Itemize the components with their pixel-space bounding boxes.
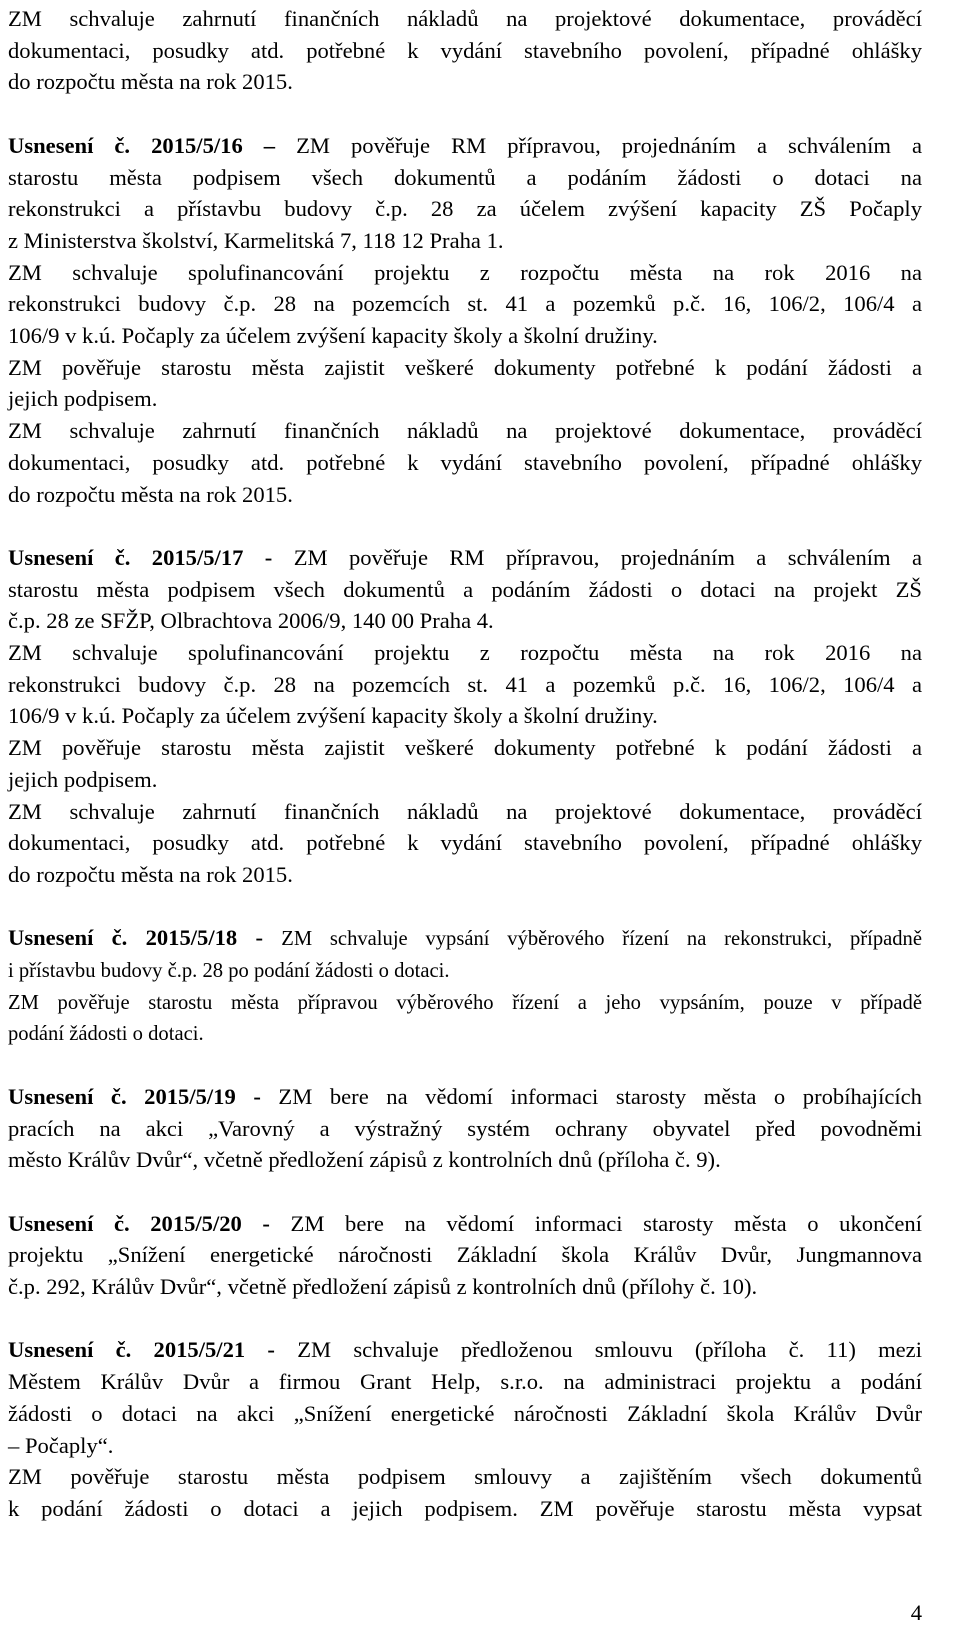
text-line (8, 1399, 922, 1429)
text-line (8, 1209, 922, 1239)
text-segment: ZM pověřuje starostu města zajistit veškeré dokumenty potřebné k podání žádosti a (8, 354, 922, 380)
text-line (8, 765, 922, 795)
text-segment: ZM bere na vědomí informaci starosty města o ukončení (290, 1210, 922, 1236)
resolution-heading: Usnesení č. (8, 1337, 132, 1363)
text-line (8, 670, 922, 700)
text-segment: ZM schvaluje předloženou smlouvu (příloha č. 11) mezi (297, 1337, 922, 1363)
text-segment: do rozpočtu města na rok 2015. (8, 69, 293, 95)
text-line (8, 353, 922, 383)
text-segment: do rozpočtu města na rok 2015. (8, 861, 293, 887)
text-segment: ZM schvaluje zahrnutí finančních nákladů na projektové dokumentace, prováděcí (8, 418, 922, 444)
text-segment: ZM pověřuje RM přípravou, projednáním a schválením a (293, 544, 922, 570)
text-line (8, 131, 922, 161)
text-line (8, 258, 922, 288)
text-line (8, 67, 922, 97)
text-segment: rekonstrukci budovy č.p. 28 na pozemcích st. 41 a pozemků p.č. 16, 106/2, 106/4 a (8, 291, 922, 317)
text-segment: 106/9 v k.ú. Počaply za účelem zvýšení kapacity školy a školní družiny. (8, 703, 658, 729)
text-line (8, 797, 922, 827)
resolution-heading: 2015/5/19 - (126, 1083, 279, 1109)
text-segment: jejich podpisem. (8, 386, 158, 412)
text-line (8, 1335, 922, 1365)
text-segment: rekonstrukci budovy č.p. 28 na pozemcích st. 41 a pozemků p.č. 16, 106/2, 106/4 a (8, 671, 922, 697)
text-line (8, 289, 922, 319)
text-segment: 106/9 v k.ú. Počaply za účelem zvýšení kapacity školy a školní družiny. (8, 323, 658, 348)
resolution-heading: Usnesení č. (8, 132, 131, 158)
resolution-heading: Usnesení č. (8, 544, 131, 570)
text-segment: č.p. 28 ze SFŽP, Olbrachtova 2006/9, 140 00 Praha 4. (8, 608, 494, 634)
text-segment: č.p. 292, Králův Dvůr“, včetně předložení zápisů z kontrolních dnů (přílohy č. 10). (8, 1274, 758, 1299)
text-line (8, 1494, 922, 1524)
text-line (8, 1114, 922, 1144)
text-segment: ZM schvaluje spolufinancování projektu z rozpočtu města na rok 2016 na (8, 259, 922, 285)
text-line (8, 4, 922, 34)
resolution-heading: 2015/5/20 - (129, 1210, 291, 1236)
text-segment: město Králův Dvůr“, včetně předložení zápisů z kontrolních dnů (příloha č. 9). (8, 1147, 721, 1173)
resolution-heading: 2015/5/16 – (130, 132, 297, 158)
resolution-heading: Usnesení č. (8, 925, 128, 951)
text-segment: i přístavbu budovy č.p. 28 po podání žádosti o dotaci. (8, 960, 450, 982)
text-line (8, 384, 922, 414)
text-line (8, 733, 922, 763)
resolution-heading: Usnesení č. (8, 1210, 130, 1236)
text-segment: ZM schvaluje zahrnutí finančních nákladů na projektové dokumentace, prováděcí (8, 6, 922, 31)
text-segment: ZM bere na vědomí informaci starosty města o probíhajících (278, 1083, 922, 1109)
text-segment: do rozpočtu města na rok 2015. (8, 481, 293, 507)
text-segment: ZM schvaluje vypsání výběrového řízení na rekonstrukci, případně (281, 928, 922, 951)
text-line (8, 36, 922, 66)
text-line (8, 480, 922, 510)
text-line (8, 1462, 922, 1492)
resolution-heading: 2015/5/18 - (127, 925, 282, 951)
text-segment: jejich podpisem. (8, 766, 158, 792)
text-line (8, 575, 922, 605)
text-segment: dokumentaci, posudky atd. potřebné k vydání stavebního povolení, případné ohlášky (8, 830, 922, 856)
text-segment: rekonstrukci a přístavbu budovy č.p. 28 za účelem zvýšení kapacity ZŠ Počaply (8, 196, 922, 222)
resolution-heading: 2015/5/21 - (131, 1337, 298, 1363)
text-segment: ZM pověřuje starostu města podpisem smlouvy a zajištěním všech dokumentů (8, 1464, 922, 1490)
text-line (8, 543, 922, 573)
text-line (8, 1082, 922, 1112)
text-line (8, 1145, 922, 1175)
text-line (8, 416, 922, 446)
text-line (8, 321, 922, 351)
page-number: 4 (910, 1600, 922, 1625)
text-segment: projektu „Snížení energetické náročnosti Základní škola Králův Dvůr, Jungmannova (8, 1242, 922, 1268)
text-segment: žádosti o dotaci na akci „Snížení energetické náročnosti Základní škola Králův Dvůr (8, 1400, 922, 1426)
text-segment: ZM schvaluje spolufinancování projektu z rozpočtu města na rok 2016 na (8, 640, 922, 665)
text-segment: k podání žádosti o dotaci a jejich podpisem. ZM pověřuje starostu města vypsat (8, 1495, 922, 1521)
text-segment: ZM schvaluje zahrnutí finančních nákladů na projektové dokumentace, prováděcí (8, 798, 922, 824)
text-segment: pracích na akci „Varovný a výstražný systém ochrany obyvatel před povodněmi (8, 1115, 922, 1141)
text-line (8, 1240, 922, 1270)
text-line (8, 606, 922, 636)
text-line (8, 1367, 922, 1397)
text-line (8, 194, 922, 224)
text-segment: ZM pověřuje starostu města přípravou výběrového řízení a jeho vypsáním, pouze v případě (8, 991, 922, 1014)
text-segment: dokumentaci, posudky atd. potřebné k vydání stavebního povolení, případné ohlášky (8, 449, 922, 475)
text-line (8, 860, 922, 890)
text-line (8, 923, 922, 954)
text-line (8, 226, 922, 256)
text-line (8, 163, 922, 193)
text-segment: starostu města podpisem všech dokumentů a podáním žádosti o dotaci na (8, 164, 922, 190)
text-segment: ZM pověřuje starostu města zajistit veškeré dokumenty potřebné k podání žádosti a (8, 735, 922, 761)
text-line (8, 987, 922, 1018)
resolution-heading: Usnesení č. (8, 1083, 127, 1109)
text-line (8, 1018, 922, 1049)
text-line (8, 638, 922, 668)
text-line (8, 701, 922, 731)
text-line (8, 448, 922, 478)
text-segment: podání žádosti o dotaci. (8, 1023, 204, 1046)
text-line (8, 828, 922, 858)
text-line (8, 955, 922, 986)
text-segment: dokumentaci, posudky atd. potřebné k vydání stavebního povolení, případné ohlášky (8, 37, 922, 63)
resolution-heading: 2015/5/17 - (130, 544, 294, 570)
text-segment: Městem Králův Dvůr a firmou Grant Help, s.r.o. na administraci projektu a podání (8, 1369, 922, 1395)
text-segment: z Ministerstva školství, Karmelitská 7, 118 12 Praha 1. (8, 227, 504, 253)
text-segment: – Počaply“. (8, 1432, 114, 1458)
text-line (8, 1272, 922, 1302)
text-segment: starostu města podpisem všech dokumentů a podáním žádosti o dotaci na projekt ZŠ (8, 576, 922, 602)
text-segment: ZM pověřuje RM přípravou, projednáním a schválením a (296, 132, 922, 158)
text-line (8, 1431, 922, 1461)
